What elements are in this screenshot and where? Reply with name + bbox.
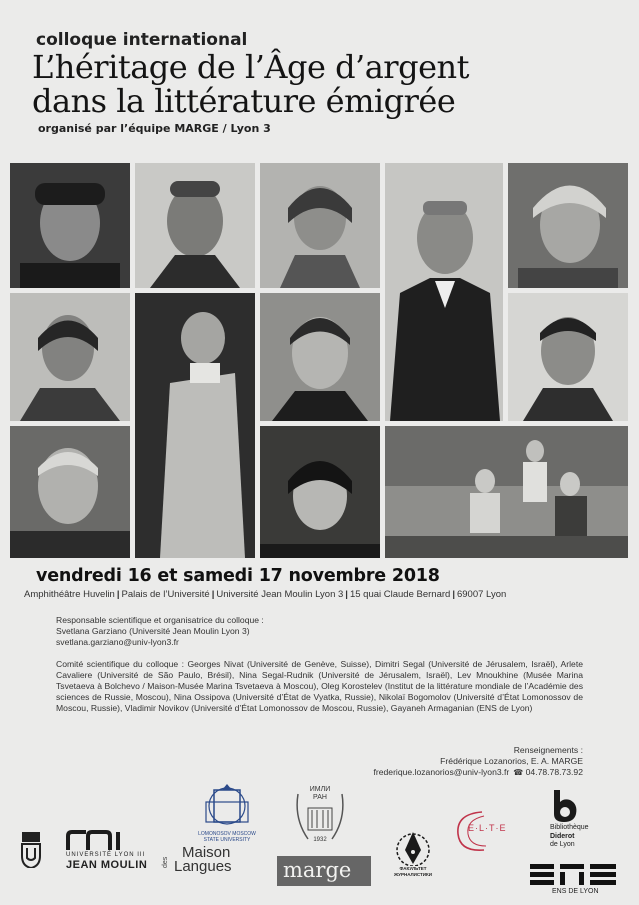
- maison-des-langues-logo: [162, 846, 270, 876]
- ens-sub: ENS DE LYON: [552, 888, 599, 895]
- partner-logos: [0, 780, 639, 905]
- portrait-photo-2: [135, 163, 255, 288]
- poster-subtitle: organisé par l’équipe MARGE / Lyon 3: [38, 122, 271, 135]
- portrait-photo-5: [508, 163, 628, 288]
- event-dates: vendredi 16 et samedi 17 novembre 2018: [36, 566, 440, 586]
- event-venue: [24, 589, 506, 600]
- contact-email[interactable]: frederique.lozanorios@univ-lyon3.fr: [373, 767, 510, 777]
- portrait-grid: [10, 163, 628, 558]
- contact-name: Frédérique Lozanorios, E. A. MARGE: [440, 756, 583, 766]
- elte-logo: [454, 808, 526, 854]
- poster-title-line-2: dans la littérature émigrée: [32, 82, 456, 120]
- portrait-photo-4: [385, 163, 503, 421]
- imli-logo: [294, 784, 346, 849]
- portrait-photo-11: [260, 426, 380, 558]
- marge-logo: [277, 856, 371, 886]
- fakultet-name: ФАКУЛЬТЕТ ЖУРНАЛИСТИКИ: [393, 866, 433, 877]
- bibliotheque-name: Bibliothèque Diderot de Lyon: [550, 824, 589, 848]
- imli-year: 1932: [313, 837, 327, 843]
- imli-name: ИМЛИ РАН: [309, 786, 331, 801]
- venue-separator: |: [345, 589, 348, 600]
- maison-des: des: [162, 856, 169, 868]
- poster-kicker: colloque international: [36, 30, 248, 50]
- lomonosov-name: LOMONOSOV MOSCOW STATE UNIVERSITY: [198, 831, 256, 843]
- portrait-photo-9: [508, 293, 628, 421]
- responsable-email[interactable]: svetlana.garziano@univ-lyon3.fr: [56, 637, 179, 647]
- responsable-name: Svetlana Garziano (Université Jean Moulin Lyon 3): [56, 626, 250, 636]
- contact-block: [373, 745, 583, 778]
- portrait-photo-1: [10, 163, 130, 288]
- lyon3-crest-logo: [20, 832, 42, 868]
- venue-part-2: Palais de l’Université: [121, 589, 210, 600]
- venue-separator: |: [211, 589, 215, 600]
- lyon3-jean-moulin-logo: [66, 830, 156, 870]
- marge-name: marge: [283, 858, 352, 882]
- phone-icon: ☎: [513, 768, 524, 777]
- maison-line-2: Langues: [174, 858, 232, 875]
- venue-part-5: 69007 Lyon: [456, 589, 507, 600]
- contact-phone: 04.78.78.73.92: [525, 767, 583, 777]
- ens-lyon-logo: [530, 864, 620, 904]
- portrait-photo-6: [10, 293, 130, 421]
- group-photo: [385, 426, 628, 558]
- venue-part-3: Université Jean Moulin Lyon 3: [216, 589, 344, 600]
- portrait-photo-10: [10, 426, 130, 558]
- maison-line-1: Maison: [182, 844, 231, 861]
- venue-separator: |: [116, 589, 120, 600]
- responsable-block: [56, 615, 576, 648]
- responsable-label: Responsable scientifique et organisatrice du colloque :: [56, 615, 264, 625]
- lyon3-line-2: JEAN MOULIN: [66, 859, 148, 871]
- poster-header: [32, 30, 626, 135]
- portrait-photo-7: [135, 293, 255, 558]
- elte-name: E·L·T·E: [468, 823, 507, 833]
- portrait-photo-3: [260, 163, 380, 288]
- bibliotheque-diderot-logo: [550, 788, 610, 858]
- contact-label: Renseignements :: [513, 745, 583, 755]
- portrait-photo-8: [260, 293, 380, 421]
- lomonosov-logo: [192, 784, 262, 846]
- comite-scientifique: Comité scientifique du colloque : Georges Nivat (Université de Genève, Suisse), Dimitri Segal (Université de Jérusalem, Israël), Arlete Cavaliere (Université de São Paulo, Brésil), Nina Segal-Rudnik (Université de Jérusalem, Israël), Lev Mnoukhine (Musée Marina Tsvetaeva à Bolchevo / Maison-Musée Marina Tsvetaeva à Moscou), Oleg Korostelev (Institut de la littérature mondiale de l’Académie des sciences de Russie, Moscou), Nina Ossipova (Université d’État de Vyatka, Russie), Nikolaï Bogomolov (Université d’État Lomonossov de Moscou, Russie), Vladimir Novikov (Université d’État Lomonossov de Moscou, Russie), Gayaneh Armaganian (ENS de Lyon): [56, 659, 583, 713]
- poster-title-line-1: L’héritage de l’Âge d’argent: [32, 48, 469, 86]
- venue-separator: |: [452, 589, 455, 600]
- lyon3-line-1: UNIVERSITÉ LYON III: [66, 852, 146, 858]
- venue-part-4: 15 quai Claude Bernard: [349, 589, 451, 600]
- venue-part-1: Amphithéâtre Huvelin: [24, 589, 115, 600]
- fakultet-zhurnalistiki-logo: [383, 830, 443, 880]
